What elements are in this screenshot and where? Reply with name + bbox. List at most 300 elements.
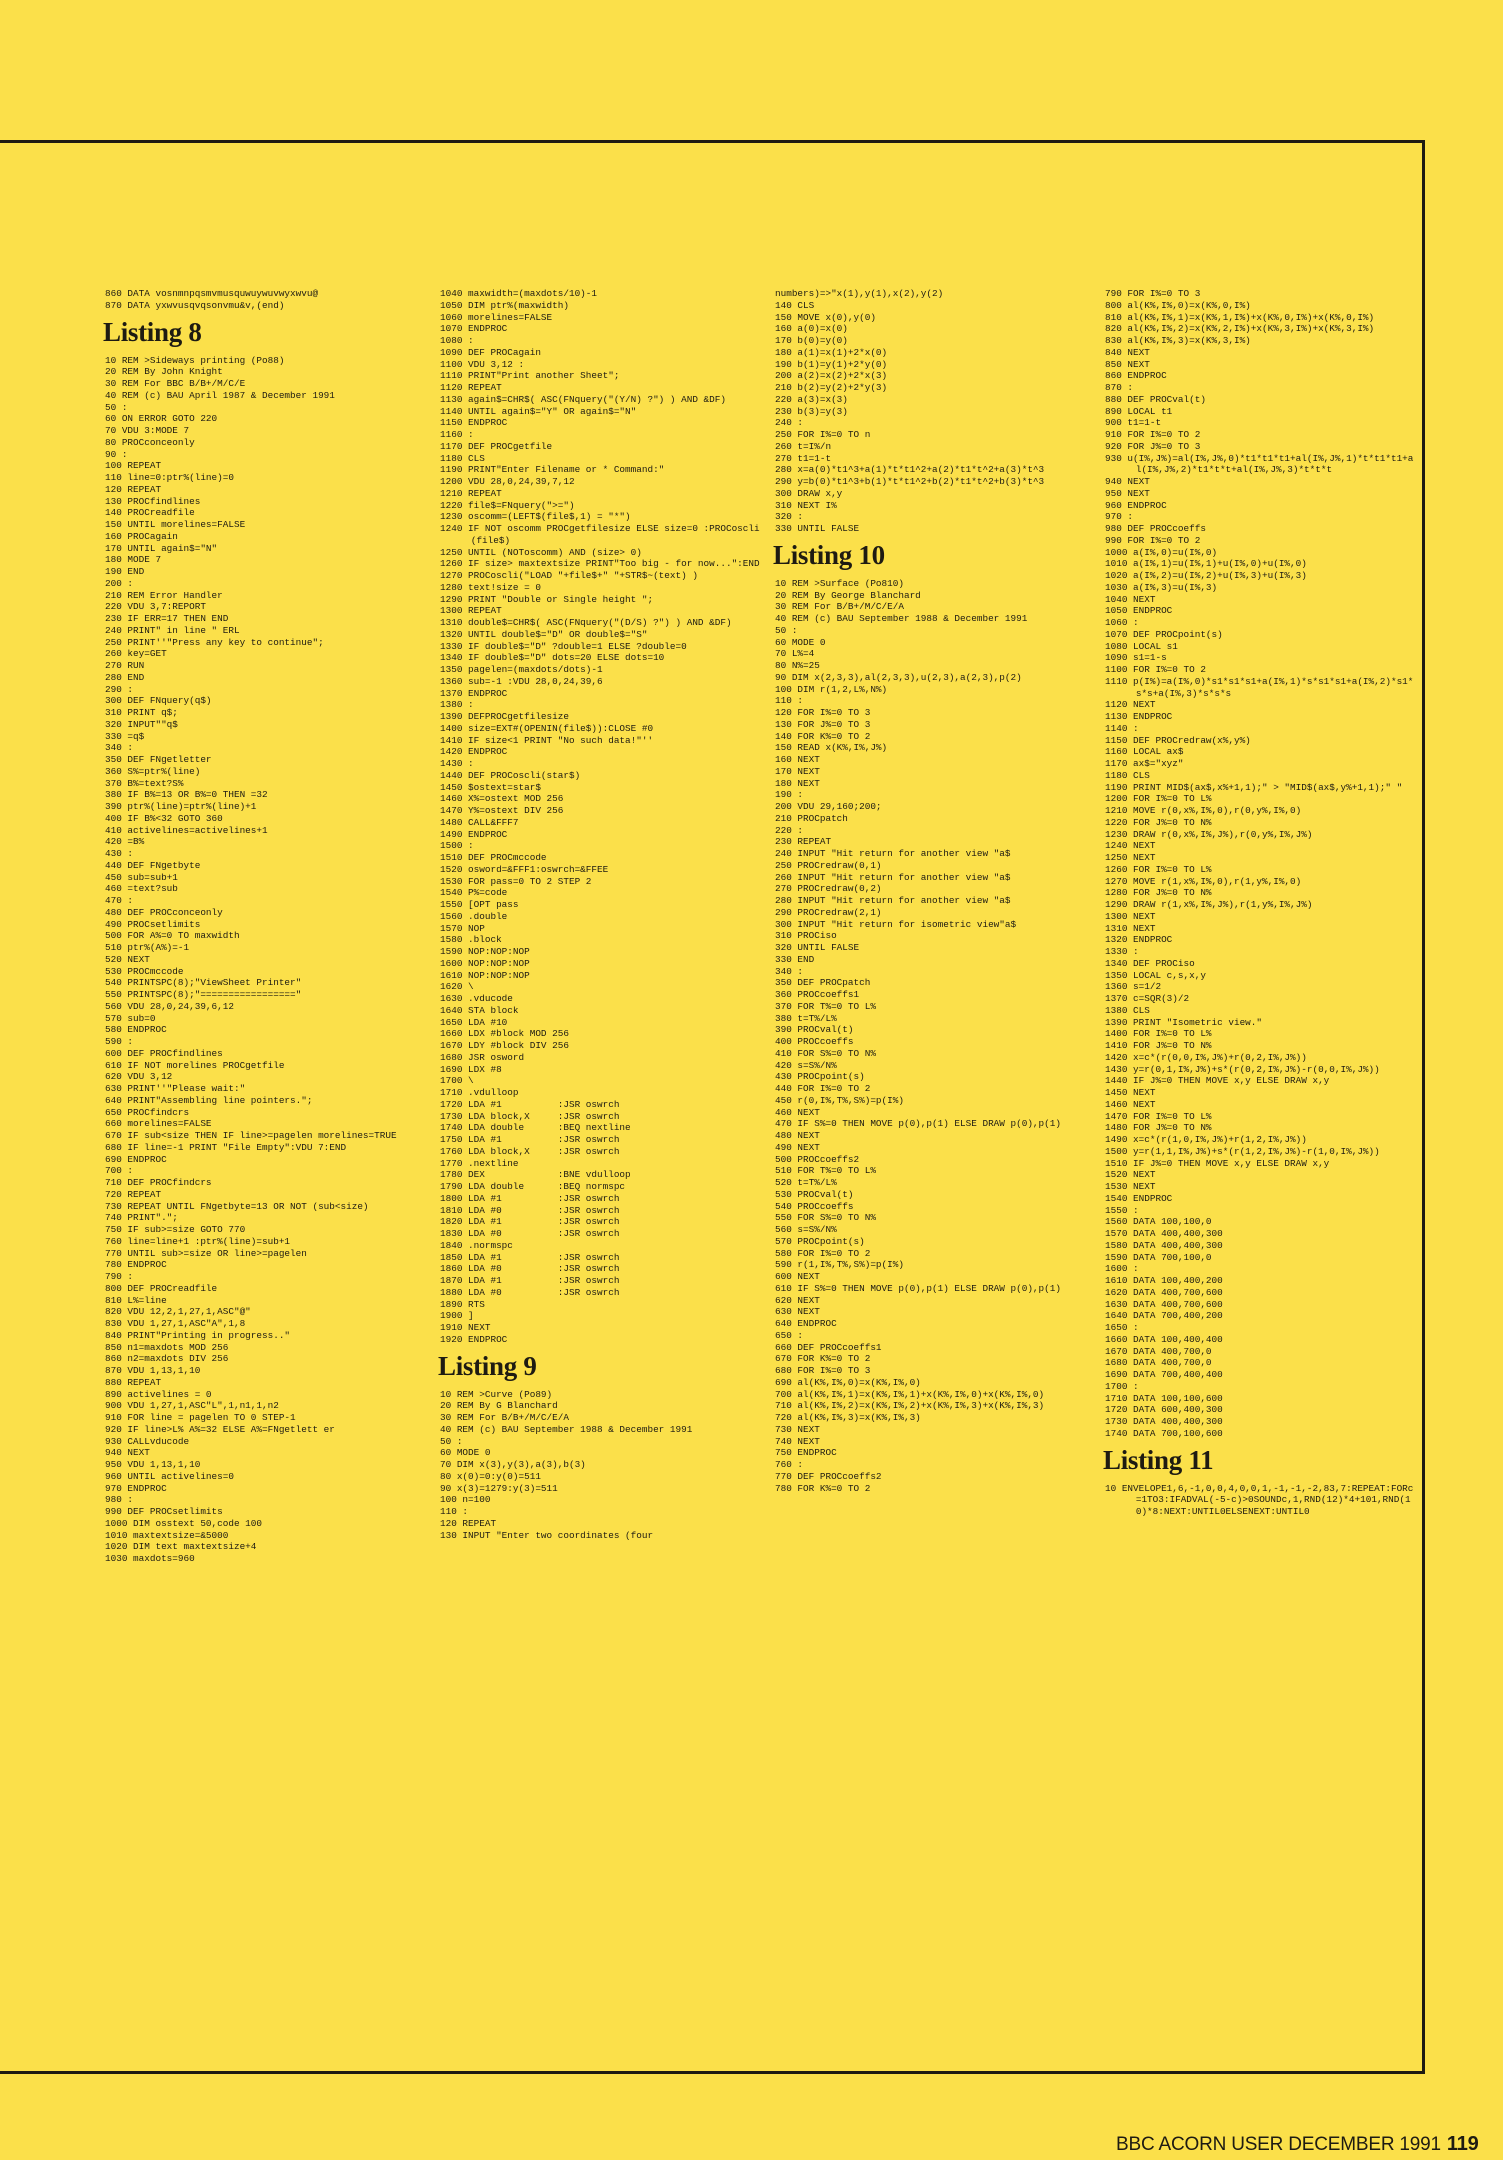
code-line: 670 IF sub<size THEN IF line>=pagelen morelines=TRUE [105,1130,397,1141]
code-line: 210 PROCpatch [775,812,848,824]
code-line: 1600 NOP:NOP:NOP [440,957,530,969]
code-line: 180 a(1)=x(1)+2*x(0) [775,346,888,358]
code-line: 1440 DEF PROCoscli(star$) [440,769,581,781]
code-line: 500 FOR A%=0 TO maxwidth [105,930,240,942]
code-line: 750 IF sub>=size GOTO 770 [105,1224,246,1235]
code-line: 230 REPEAT [775,836,832,848]
code-line: 1540 P%=code [440,887,508,899]
code-line: 1670 DATA 400,700,0 [1105,1345,1212,1357]
code-line: 630 NEXT [775,1306,820,1318]
code-line: 770 DEF PROCcoeffs2 [775,1470,882,1482]
code-line: 1690 LDX #8 [440,1063,502,1075]
code-line: 820 VDU 12,2,1,27,1,ASC"@" [105,1306,251,1318]
code-line: 50 : [105,401,128,413]
code-line: 620 NEXT [775,1294,820,1306]
code-line: 1290 DRAW r(1,x%,I%,J%),r(1,y%,I%,J%) [1105,899,1313,910]
code-line: 1610 NOP:NOP:NOP [440,969,530,981]
code-line: 240 : [775,417,804,429]
code-line: 1100 VDU 3,12 : [440,358,525,370]
code-line: 1460 NEXT [1105,1098,1156,1110]
code-line: 1720 DATA 600,400,300 [1105,1404,1223,1416]
code-line: 790 FOR I%=0 TO 3 [1105,288,1201,299]
code-line: 550 FOR S%=0 TO N% [775,1212,876,1224]
code-line: 1680 DATA 400,700,0 [1105,1357,1212,1369]
code-line: 1530 FOR pass=0 TO 2 STEP 2 [440,875,592,887]
code-line: 1920 ENDPROC [440,1333,508,1345]
code-line: 270 RUN [105,660,145,671]
code-line: 1480 CALL&FFF7 [440,816,519,828]
code-line: 640 PRINT"Assembling line pointers."; [105,1094,313,1106]
code-line: 100 REPEAT [105,460,162,472]
code-line: 840 NEXT [1105,346,1150,358]
code-line: 980 DEF PROCcoeffs [1105,523,1206,534]
code-line: 700 al(K%,I%,1)=x(K%,I%,1)+x(K%,I%,0)+x(K%,I%,0) [775,1388,1045,1400]
code-line: 120 FOR I%=0 TO 3 [775,707,871,718]
code-line: 490 NEXT [775,1141,820,1153]
code-line: 1070 DEF PROCpoint(s) [1105,628,1223,640]
listing-heading: Listing 9 [438,1350,537,1381]
code-line: 1130 ENDPROC [1105,711,1173,722]
code-line: 1210 MOVE r(0,x%,I%,0),r(0,y%,I%,0) [1105,805,1302,816]
code-line: 850 n1=maxdots MOD 256 [105,1341,229,1353]
code-line: 780 ENDPROC [105,1259,167,1271]
code-line: 1300 REPEAT [440,605,502,617]
code-line: 900 t1=1-t [1105,417,1162,429]
code-line: 710 DEF PROCfindcrs [105,1177,212,1188]
code-line: 1770 .nextline [440,1157,519,1169]
code-line: 1240 NEXT [1105,840,1156,852]
code-line: 1460 X%=ostext MOD 256 [440,793,564,805]
code-line: 880 DEF PROCval(t) [1105,393,1206,405]
code-line: 940 NEXT [1105,476,1150,487]
code-line: 220 : [775,824,804,836]
code-line: 1880 LDA #0 :JSR oswrch [440,1286,620,1298]
code-line: 200 a(2)=x(2)+2*x(3) [775,370,888,382]
code-line: 150 UNTIL morelines=FALSE [105,519,246,530]
code-line: 290 PROCredraw(2,1) [775,906,882,918]
code-line: 550 PRINTSPC(8);"=================" [105,989,302,1000]
code-line: 160 PROCagain [105,530,178,542]
code-line: 710 al(K%,I%,2)=x(K%,I%,2)+x(K%,I%,3)+x(K%,I%,3) [775,1400,1045,1412]
code-line: 1520 NEXT [1105,1169,1156,1181]
code-line: 1300 NEXT [1105,910,1156,922]
code-line: 1230 DRAW r(0,x%,I%,J%),r(0,y%,I%,J%) [1105,828,1313,840]
code-line: 660 morelines=FALSE [105,1118,212,1130]
code-line: 1400 size=EXT#(OPENIN(file$)):CLOSE #0 [440,722,654,734]
listing-heading: Listing 10 [773,539,885,570]
code-line: 1040 maxwidth=(maxdots/10)-1 [440,288,598,299]
code-line: 1380 : [440,699,474,711]
code-line: 840 PRINT"Printing in progress.." [105,1329,291,1341]
code-line: 1280 FOR J%=0 TO N% [1105,887,1212,899]
code-line: 800 DEF PROCreadfile [105,1282,218,1294]
code-line: 1830 LDA #0 :JSR oswrch [440,1228,620,1239]
code-line: 1420 x=c*(r(0,0,I%,J%)+r(0,2,I%,J%)) [1105,1051,1307,1063]
code-line: 450 r(0,I%,T%,S%)=p(I%) [775,1094,904,1106]
code-line: 140 FOR K%=0 TO 2 [775,730,871,742]
code-line: 920 IF line>L% A%=32 ELSE A%=FNgetlett er [105,1423,335,1435]
code-line: 1200 VDU 28,0,24,39,7,12 [440,476,575,487]
code-line: 190 b(1)=y(1)+2*y(0) [775,358,888,370]
code-line: 190 : [775,789,804,801]
code-line: 1030 a(I%,3)=u(I%,3) [1105,581,1218,593]
code-line: 1050 DIM ptr%(maxwidth) [440,299,569,311]
code-line: 1510 IF J%=0 THEN MOVE x,y ELSE DRAW x,y [1105,1157,1330,1169]
code-line: 860 n2=maxdots DIV 256 [105,1353,229,1365]
code-line: 1670 LDY #block DIV 256 [440,1040,569,1051]
code-line: 1240 IF NOT oscomm PROCgetfilesize ELSE size=0 :PROCoscli(file$) [440,523,760,546]
code-line: 530 PROCmccode [105,965,184,977]
code-line: 80 x(0)=0:y(0)=511 [440,1470,541,1482]
listing-column-4 [1105,288,1415,1518]
code-line: 540 PRINTSPC(8);"ViewSheet Printer" [105,977,302,989]
code-line: 850 NEXT [1105,358,1150,370]
code-line: 1480 FOR J%=0 TO N% [1105,1122,1212,1134]
code-line: 90 DIM x(2,3,3),al(2,3,3),u(2,3),a(2,3),p(2) [775,671,1022,683]
code-line: 1250 UNTIL (NOToscomm) AND (size> 0) [440,546,642,558]
code-line: 110 line=0:ptr%(line)=0 [105,472,234,483]
code-line: 210 REM Error Handler [105,589,223,601]
code-line: 1420 ENDPROC [440,746,508,758]
code-line: 90 x(3)=1279:y(3)=511 [440,1482,558,1494]
code-line: 140 PROCreadfile [105,507,195,519]
code-line: 220 VDU 3,7:REPORT [105,601,206,613]
code-line: 560 VDU 28,0,24,39,6,12 [105,1000,234,1012]
code-line: 680 IF line=-1 PRINT "File Empty":VDU 7:END [105,1141,347,1153]
code-line: 1620 DATA 400,700,600 [1105,1286,1223,1298]
code-line: 70 L%=4 [775,648,815,660]
code-line: 910 FOR line = pagelen TO 0 STEP-1 [105,1412,296,1423]
code-line: 470 : [105,895,134,906]
code-line: 240 PRINT" in line " ERL [105,624,240,636]
code-line: 280 x=a(0)*t1^3+a(1)*t*t1^2+a(2)*t1*t^2+a(3)*t^3 [775,464,1045,476]
code-line: 330 =q$ [105,730,145,742]
code-line: 960 ENDPROC [1105,499,1167,511]
code-line: 70 VDU 3:MODE 7 [105,425,190,436]
code-line: 1350 pagelen=(maxdots/dots)-1 [440,664,603,675]
code-line: 810 al(K%,I%,1)=x(K%,1,I%)+x(K%,0,I%)+x(K%,0,I%) [1105,311,1375,323]
code-line: 350 DEF FNgetletter [105,754,212,765]
code-line: 310 PROCiso [775,930,837,942]
code-line: 1060 : [1105,617,1139,628]
code-line: 210 b(2)=y(2)+2*y(3) [775,382,888,393]
code-line: 1780 DEX :BNE vdulloop [440,1169,631,1181]
code-line: 590 : [105,1036,134,1047]
code-line: 100 DIM r(1,2,L%,N%) [775,683,888,695]
code-line: 800 al(K%,I%,0)=x(K%,0,I%) [1105,299,1251,311]
code-line: 860 ENDPROC [1105,370,1167,382]
code-line: 1370 c=SQR(3)/2 [1105,993,1190,1004]
code-line: 370 FOR T%=0 TO L% [775,1000,876,1012]
code-line: 560 s=S%/N% [775,1224,837,1235]
code-line: 1430 y=r(0,1,I%,J%)+s*(r(0,2,I%,J%)-r(0,0,I%,J%)) [1105,1063,1380,1075]
code-line: 1450 $ostext=star$ [440,781,541,793]
code-line: 1280 text!size = 0 [440,581,541,593]
code-line: 390 PROCval(t) [775,1024,854,1036]
code-line: 200 : [105,577,134,589]
code-line: 1620 \ [440,981,474,993]
code-line: 690 ENDPROC [105,1153,167,1165]
code-line: 30 REM For B/B+/M/C/E/A [440,1412,569,1423]
code-line: 1020 DIM text maxtextsize+4 [105,1541,257,1553]
code-line: 720 REPEAT [105,1188,162,1200]
code-line: 10 REM >Curve (Po89) [440,1388,553,1400]
code-line: 910 FOR I%=0 TO 2 [1105,429,1201,440]
code-line: 1590 NOP:NOP:NOP [440,946,530,957]
code-line: 430 PROCpoint(s) [775,1071,865,1083]
code-line: 130 PROCfindlines [105,495,201,507]
code-line: 1610 DATA 100,400,200 [1105,1275,1223,1286]
code-line: 50 : [775,624,798,636]
code-line: 380 IF B%=13 OR B%=0 THEN =32 [105,789,268,801]
code-line: 1220 file$=FNquery(">=") [440,499,575,511]
code-line: 280 INPUT "Hit return for another view "a$ [775,895,1011,906]
page-footer [1116,2133,1496,2159]
code-line: 1130 again$=CHR$( ASC(FNquery("(Y/N) ?") ) AND &DF) [440,393,726,405]
code-line: 990 DEF PROCsetlimits [105,1506,223,1517]
code-line: 1140 : [1105,722,1139,734]
code-line: 320 INPUT""q$ [105,718,178,730]
code-line: 300 DEF FNquery(q$) [105,695,212,707]
code-line: 110 : [440,1506,469,1517]
listing-column-3 [775,288,1100,1494]
code-line: 250 PROCredraw(0,1) [775,859,882,871]
code-line: 1120 NEXT [1105,699,1156,711]
code-line: 390 ptr%(line)=ptr%(line)+1 [105,801,257,812]
code-line: 270 PROCredraw(0,2) [775,883,882,895]
code-line: 1490 x=c*(r(1,0,I%,J%)+r(1,2,I%,J%)) [1105,1134,1307,1145]
code-line: 1450 NEXT [1105,1087,1156,1098]
code-line: 1270 PROCoscli("LOAD "+file$+" "+STR$~(text) ) [440,570,698,581]
code-line: 1500 : [440,840,474,852]
code-line: 20 REM By George Blanchard [775,589,921,601]
code-line: 160 NEXT [775,754,820,765]
code-line: 670 FOR K%=0 TO 2 [775,1353,871,1365]
code-line: 1050 ENDPROC [1105,605,1173,617]
page-number: 119 [1446,2133,1479,2155]
code-line: 320 : [775,511,804,523]
code-line: 370 B%=text?S% [105,777,184,789]
code-line: 920 FOR J%=0 TO 3 [1105,440,1201,452]
code-line: 1810 LDA #0 :JSR oswrch [440,1204,620,1216]
code-line: 40 REM (c) BAU September 1988 & December 1991 [440,1423,693,1435]
code-line: 1330 : [1105,946,1139,957]
code-line: 1650 : [1105,1322,1139,1333]
code-line: 1310 double$=CHR$( ASC(FNquery("(D/S) ?") ) AND &DF) [440,617,732,628]
code-line: 1040 NEXT [1105,593,1156,605]
code-line: 870 DATA yxwvusqvqsonvmu&v,(end) [105,299,285,311]
code-line: 1350 LOCAL c,s,x,y [1105,969,1206,981]
code-line: 80 PROCconceonly [105,436,195,448]
listing-column-1 [105,288,430,1565]
code-line: 90 : [105,448,128,460]
code-line: 60 MODE 0 [440,1447,491,1459]
code-line: 610 IF NOT morelines PROCgetfile [105,1059,285,1071]
code-line: 740 PRINT"."; [105,1212,178,1224]
code-line: 80 N%=25 [775,660,820,671]
code-line: 1490 ENDPROC [440,828,508,840]
code-line: 510 ptr%(A%)=-1 [105,942,190,953]
code-line: 100 n=100 [440,1494,491,1506]
code-line: 10 ENVELOPE1,6,-1,0,0,4,0,0,1,-1,-1,-2,83,7:REPEAT:FORc=1TO3:IFADVAL(-5-c)>0SOUNDc,1,RND(12)*4+101,RND(10)*8:NEXT:UNTIL0ELSENEXT:UNTIL0 [1105,1482,1414,1517]
code-line: 520 t=T%/L% [775,1177,837,1188]
code-line: 1020 a(I%,2)=u(I%,2)+u(I%,3)+u(I%,3) [1105,570,1307,581]
code-line: 790 : [105,1271,134,1282]
code-line: 890 LOCAL t1 [1105,405,1173,417]
code-line: 150 READ x(K%,I%,J%) [775,742,888,754]
code-line: 310 PRINT q$; [105,707,178,718]
code-line: 1660 DATA 100,400,400 [1105,1333,1223,1345]
code-line: 900 VDU 1,27,1,ASC"L",1,n1,1,n2 [105,1400,279,1412]
code-line: 340 : [105,742,134,754]
top-rule [0,140,1425,143]
code-line: 730 REPEAT UNTIL FNgetbyte=13 OR NOT (sub<size) [105,1200,369,1212]
code-line: 650 PROCfindcrs [105,1106,190,1118]
code-line: 60 ON ERROR GOTO 220 [105,413,218,425]
code-line: 1000 DIM osstext 50,code 100 [105,1517,263,1529]
code-line: 1140 UNTIL again$="Y" OR again$="N" [440,405,637,417]
code-line: 1900 ] [440,1310,474,1322]
code-line: 950 VDU 1,13,1,10 [105,1459,201,1470]
code-line: 1760 LDA block,X :JSR oswrch [440,1145,620,1157]
code-line: 470 IF S%=0 THEN MOVE p(0),p(1) ELSE DRAW p(0),p(1) [775,1118,1061,1130]
code-line: 960 UNTIL activelines=0 [105,1470,234,1482]
code-line: 430 : [105,848,134,859]
code-line: 1170 DEF PROCgetfile [440,440,553,452]
code-line: 280 END [105,671,145,683]
code-line: 760 line=line+1 :ptr%(line)=sub+1 [105,1235,291,1247]
code-line: 770 UNTIL sub>=size OR line>=pagelen [105,1247,307,1259]
code-line: 110 : [775,695,804,707]
code-line: 1710 .vdulloop [440,1087,519,1098]
code-line: 1290 PRINT "Double or Single height "; [440,593,654,605]
code-line: 830 VDU 1,27,1,ASC"A",1,8 [105,1318,246,1329]
code-line: 1820 LDA #1 :JSR oswrch [440,1216,620,1228]
code-line: 1660 LDX #block MOD 256 [440,1028,569,1040]
code-line: 870 : [1105,382,1134,393]
code-line: 260 key=GET [105,648,167,660]
code-line: 1110 PRINT"Print another Sheet"; [440,370,620,382]
code-line: 300 INPUT "Hit return for isometric view"a$ [775,918,1017,930]
code-line: 930 CALLvducode [105,1435,190,1447]
code-line: 1080 LOCAL s1 [1105,640,1178,652]
code-line: 1250 NEXT [1105,852,1156,863]
code-line: 1390 PRINT "Isometric view." [1105,1016,1263,1028]
code-line: 330 END [775,953,815,965]
code-line: 220 a(3)=x(3) [775,393,848,405]
code-line: 1860 LDA #0 :JSR oswrch [440,1263,620,1275]
code-line: 60 MODE 0 [775,636,826,648]
code-line: 1790 LDA double :BEQ normspc [440,1181,626,1192]
code-line: 980 : [105,1494,134,1506]
code-line: 1740 DATA 700,100,600 [1105,1427,1223,1439]
code-line: 20 REM By G Blanchard [440,1400,558,1412]
listing-heading: Listing 11 [1103,1444,1214,1475]
code-line: 720 al(K%,I%,3)=x(K%,I%,3) [775,1412,921,1423]
code-line: 40 REM (c) BAU April 1987 & December 1991 [105,389,335,401]
code-line: 1470 Y%=ostext DIV 256 [440,805,564,816]
code-line: 1000 a(I%,0)=u(I%,0) [1105,546,1218,558]
code-line: 600 NEXT [775,1271,820,1282]
code-line: 1540 ENDPROC [1105,1192,1173,1204]
code-line: 1530 NEXT [1105,1181,1156,1192]
code-line: 480 NEXT [775,1130,820,1141]
code-line: 1260 IF size> maxtextsize PRINT"Too big - for now...":END [440,558,760,570]
code-line: 1410 IF size<1 PRINT "No such data!"'' [440,734,654,746]
code-line: 1560 .double [440,910,508,922]
code-line: 1120 REPEAT [440,382,502,393]
code-line: 1320 UNTIL double$="D" OR double$="S" [440,628,648,640]
code-line: 750 ENDPROC [775,1447,837,1459]
code-line: 1410 FOR J%=0 TO N% [1105,1040,1212,1051]
code-line: 1850 LDA #1 :JSR oswrch [440,1251,620,1263]
code-line: 1180 CLS [440,452,485,464]
code-line: 420 =B% [105,836,145,848]
code-line: 510 FOR T%=0 TO L% [775,1165,876,1177]
code-line: 1690 DATA 700,400,400 [1105,1369,1223,1380]
code-line: 820 al(K%,I%,2)=x(K%,2,I%)+x(K%,3,I%)+x(K%,3,I%) [1105,323,1375,335]
code-line: 1030 maxdots=960 [105,1553,195,1564]
code-line: 410 activelines=activelines+1 [105,824,268,836]
code-line: 1160 LOCAL ax$ [1105,746,1184,758]
code-line: 10 REM >Surface (Po810) [775,577,904,589]
code-line: 360 S%=ptr%(line) [105,765,201,777]
code-line: 40 REM (c) BAU September 1988 & December 1991 [775,613,1028,624]
code-line: 440 DEF FNgetbyte [105,859,201,871]
code-line: 1260 FOR I%=0 TO L% [1105,863,1212,875]
code-line: 1270 MOVE r(1,x%,I%,0),r(1,y%,I%,0) [1105,875,1302,887]
code-line: 1150 DEF PROCredraw(x%,y%) [1105,734,1251,746]
code-line: 230 IF ERR=17 THEN END [105,613,229,624]
code-line: 290 : [105,683,134,695]
code-line: 150 MOVE x(0),y(0) [775,311,876,323]
code-line: 700 : [105,1165,134,1177]
code-line: 880 REPEAT [105,1376,162,1388]
code-line: 930 u(I%,J%)=al(I%,J%,0)*t1*t1*t1+al(I%,J%,1)*t*t1*t1+al(I%,J%,2)*t1*t*t+al(I%,J%,3)*t*t*t [1105,452,1414,476]
code-line: 170 UNTIL again$="N" [105,542,218,554]
code-line: 1190 PRINT MID$(ax$,x%+1,1);" > "MID$(ax$,y%+1,1);" " [1105,781,1403,793]
code-line: 1340 IF double$="D" dots=20 ELSE dots=10 [440,652,665,664]
code-line: 530 PROCval(t) [775,1188,854,1200]
code-line: 190 END [105,566,145,577]
code-line: 130 INPUT "Enter two coordinates (four [440,1529,654,1541]
code-line: 540 PROCcoeffs [775,1200,854,1212]
code-line: 1710 DATA 100,100,600 [1105,1392,1223,1404]
code-line: 20 REM By John Knight [105,366,223,378]
code-line: 1680 JSR osword [440,1051,525,1063]
code-line: 170 NEXT [775,765,820,777]
code-line: 1320 ENDPROC [1105,934,1173,946]
code-line: 1630 DATA 400,700,600 [1105,1298,1223,1310]
code-line: 380 t=T%/L% [775,1012,837,1024]
code-line: numbers)=>"x(1),y(1),x(2),y(2) [775,288,944,299]
code-line: 610 IF S%=0 THEN MOVE p(0),p(1) ELSE DRAW p(0),p(1) [775,1282,1061,1294]
code-line: 570 PROCpoint(s) [775,1235,865,1247]
code-line: 1340 DEF PROCiso [1105,957,1195,969]
code-line: 520 NEXT [105,953,150,965]
code-line: 240 INPUT "Hit return for another view "a$ [775,848,1011,859]
code-line: 620 VDU 3,12 [105,1071,173,1083]
code-line: 50 : [440,1435,463,1447]
code-line: 580 ENDPROC [105,1024,167,1036]
code-line: 1430 : [440,758,474,769]
code-line: 1360 sub=-1 :VDU 28,0,24,39,6 [440,675,603,687]
code-line: 580 FOR I%=0 TO 2 [775,1247,871,1259]
code-line: 1100 FOR I%=0 TO 2 [1105,664,1206,675]
code-line: 10 REM >Sideways printing (Po88) [105,354,285,366]
code-line: 1600 : [1105,1263,1139,1275]
code-line: 600 DEF PROCfindlines [105,1047,223,1059]
